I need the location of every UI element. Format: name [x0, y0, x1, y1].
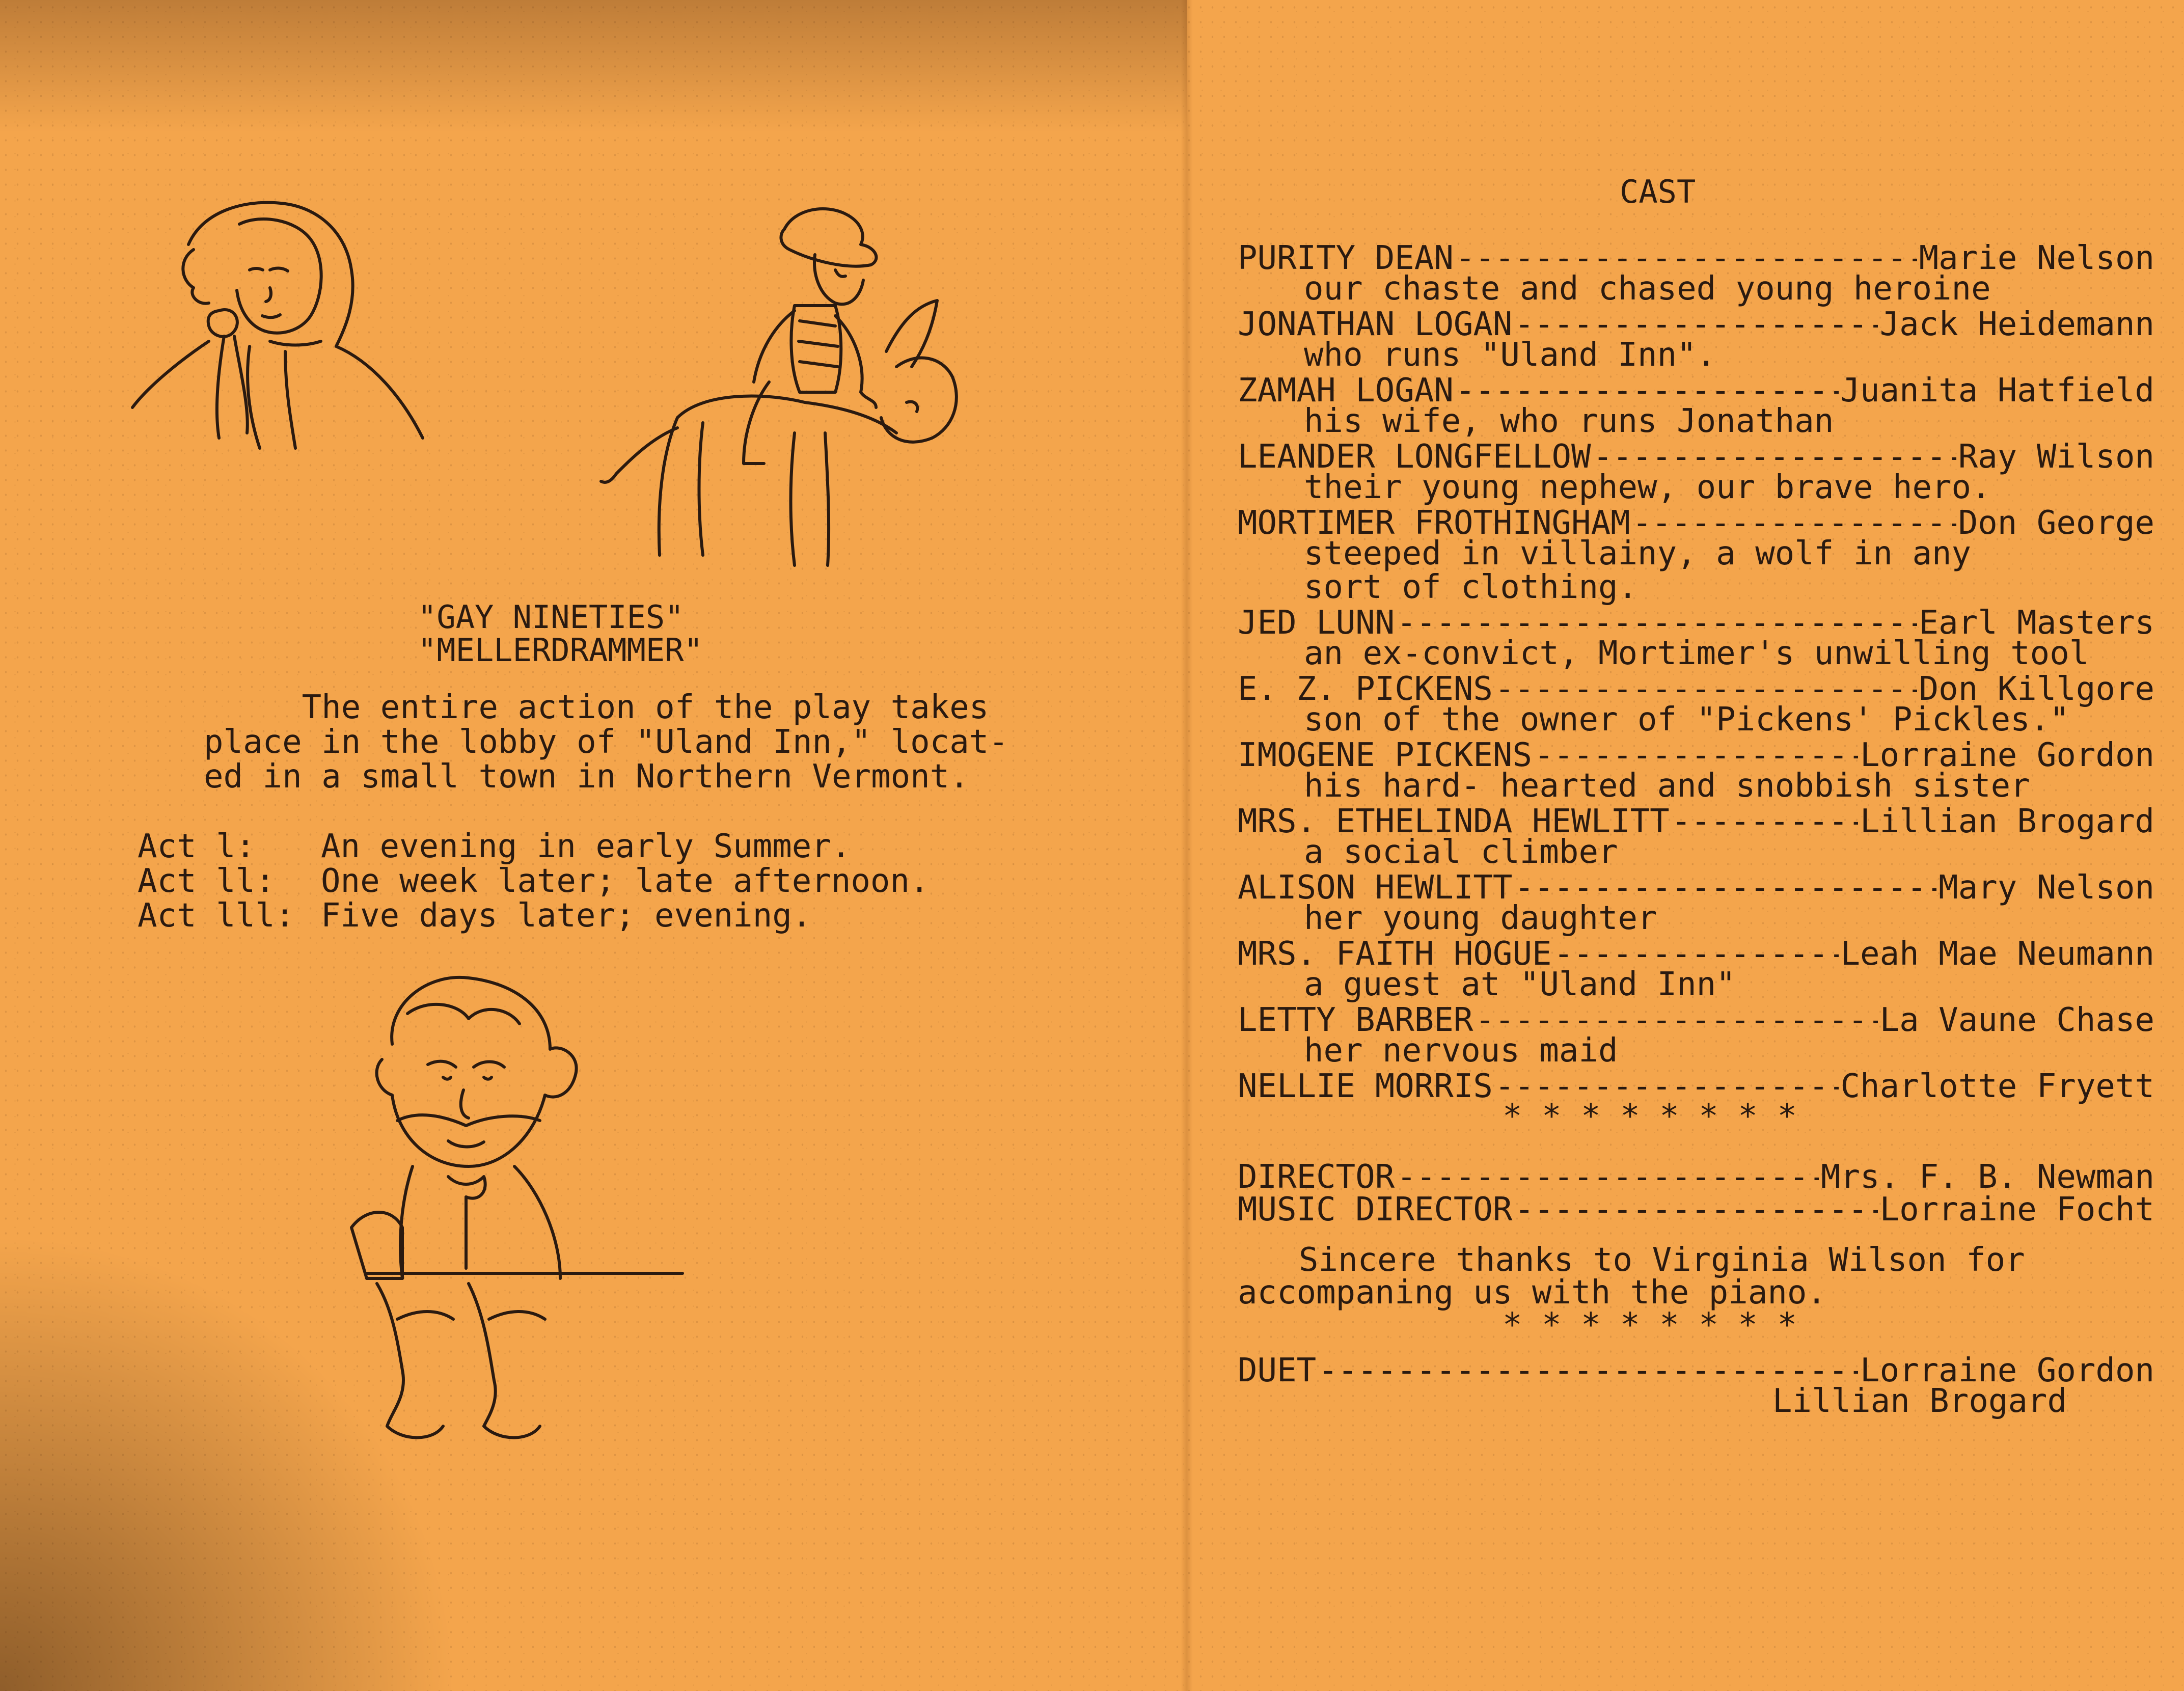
act-text: Five days later; evening.: [321, 897, 812, 935]
cast-role: MORTIMER FROTHINGHAM: [1238, 504, 1630, 542]
cast-description: her young daughter: [1304, 899, 1657, 937]
cast-entry: [1238, 604, 2154, 670]
cast-actor: La Vaune Chase: [1879, 1001, 2154, 1039]
duet-performer: Lillian Brogard: [1772, 1382, 2067, 1420]
staff-entry: [1238, 1191, 2154, 1229]
cast-role: ZAMAH LOGAN: [1238, 372, 1454, 410]
cast-actor: Lorraine Gordon: [1860, 737, 2154, 774]
act-label: Act lll:: [138, 897, 295, 935]
cast-entry: [1238, 504, 2154, 604]
staff-name: Lorraine Focht: [1879, 1191, 2154, 1229]
cast-role: ALISON HEWLITT: [1238, 869, 1513, 907]
staff-role: MUSIC DIRECTOR: [1238, 1191, 1513, 1229]
cast-description: a guest at "Uland Inn": [1304, 966, 1736, 1003]
cast-description: who runs "Uland Inn".: [1304, 336, 1716, 374]
act-label: Act ll:: [138, 862, 275, 900]
hillbilly-on-donkey-drawing: [550, 199, 983, 586]
cast-description: son of the owner of "Pickens' Pickles.": [1304, 701, 2069, 739]
act-text: One week later; late afternoon.: [321, 862, 930, 900]
duet-entry: [1238, 1352, 2154, 1418]
cast-role: LEANDER LONGFELLOW: [1238, 438, 1591, 476]
dash-leader: [1672, 803, 1858, 840]
act-row: [138, 864, 929, 898]
cast-actor: Earl Masters: [1919, 604, 2154, 642]
play-title-line1: "GAY NINETIES": [418, 598, 684, 636]
cast-entry: [1238, 737, 2154, 803]
cast-role: NELLIE MORRIS: [1238, 1068, 1493, 1105]
cast-description: our chaste and chased young heroine: [1304, 270, 1991, 308]
cast-entry: [1238, 239, 2154, 306]
intro-paragraph: [204, 689, 1008, 796]
staff-name: Mrs. F. B. Newman: [1820, 1158, 2154, 1196]
cast-entry: [1238, 935, 2154, 1001]
cast-actor: Leah Mae Neumann: [1840, 935, 2154, 973]
villain-with-mustache-drawing: [275, 952, 744, 1492]
cast-role: PURITY DEAN: [1238, 239, 1454, 277]
cast-entry: [1238, 803, 2154, 869]
cast-description: her nervous maid: [1304, 1032, 1618, 1070]
cast-heading: CAST: [1620, 173, 1696, 210]
cast-role: MRS. ETHELINDA HEWLITT: [1238, 803, 1670, 840]
star-divider: * * * * * * * *: [1503, 1098, 1797, 1135]
cast-actor: Don George: [1958, 504, 2154, 542]
cast-list: [1238, 239, 2154, 1418]
cast-role: IMOGENE PICKENS: [1238, 737, 1532, 774]
thanks-line2: accompaning us with the piano.: [1238, 1274, 1826, 1312]
woman-in-bonnet-drawing: [117, 194, 453, 509]
cast-description: his wife, who runs Jonathan: [1304, 402, 1834, 440]
cast-actor: Charlotte Fryett: [1840, 1068, 2154, 1105]
intro-line: The entire action of the play takes: [204, 689, 989, 726]
cast-entry: [1238, 869, 2154, 935]
star-divider: * * * * * * * *: [1503, 1306, 1797, 1344]
intro-line: place in the lobby of "Uland Inn," locat-: [204, 723, 1008, 761]
act-row: [138, 829, 929, 864]
cast-actor: Jack Heidemann: [1879, 306, 2154, 343]
staff-role: DIRECTOR: [1238, 1158, 1395, 1196]
cast-description: a social climber: [1304, 833, 1618, 871]
cast-role: JED LUNN: [1238, 604, 1395, 642]
cast-entry: [1238, 438, 2154, 504]
cast-description: their young nephew, our brave hero.: [1304, 469, 1991, 506]
dash-leader: [1514, 1191, 1877, 1229]
cast-entry: [1238, 670, 2154, 737]
dash-leader: [1397, 1158, 1819, 1196]
cast-entry: [1238, 372, 2154, 438]
duet-label: DUET: [1238, 1352, 1317, 1389]
staff-entry: [1238, 1158, 2154, 1196]
cast-description: steeped in villainy, a wolf in any sort of clothing.: [1304, 535, 1972, 606]
cast-actor: Don Killgore: [1919, 670, 2154, 708]
duet-performer: Lorraine Gordon: [1860, 1352, 2154, 1389]
cast-role: MRS. FAITH HOGUE: [1238, 935, 1552, 973]
cast-role: JONATHAN LOGAN: [1238, 306, 1513, 343]
cast-actor: Ray Wilson: [1958, 438, 2154, 476]
intro-line: ed in a small town in Northern Vermont.: [204, 758, 969, 796]
thanks-line1: Sincere thanks to Virginia Wilson for: [1299, 1241, 2025, 1279]
cast-actor: Mary Nelson: [1939, 869, 2154, 907]
cast-role: E. Z. PICKENS: [1238, 670, 1493, 708]
play-title-line2: "MELLERDRAMMER": [418, 632, 703, 669]
dash-leader: [1495, 1068, 1839, 1105]
cast-entry: [1238, 1068, 2154, 1105]
act-row: [138, 898, 929, 933]
act-label: Act l:: [138, 828, 256, 865]
cast-description: an ex-convict, Mortimer's unwilling tool: [1304, 635, 2089, 672]
acts-list: [138, 829, 929, 933]
cast-entry: [1238, 306, 2154, 372]
cast-actor: Juanita Hatfield: [1840, 372, 2154, 410]
cast-entry: [1238, 1001, 2154, 1068]
cast-actor: Marie Nelson: [1919, 239, 2154, 277]
cast-role: LETTY BARBER: [1238, 1001, 1473, 1039]
act-text: An evening in early Summer.: [321, 828, 851, 865]
cast-actor: Lillian Brogard: [1860, 803, 2154, 840]
cast-description: his hard- hearted and snobbish sister: [1304, 767, 2030, 805]
